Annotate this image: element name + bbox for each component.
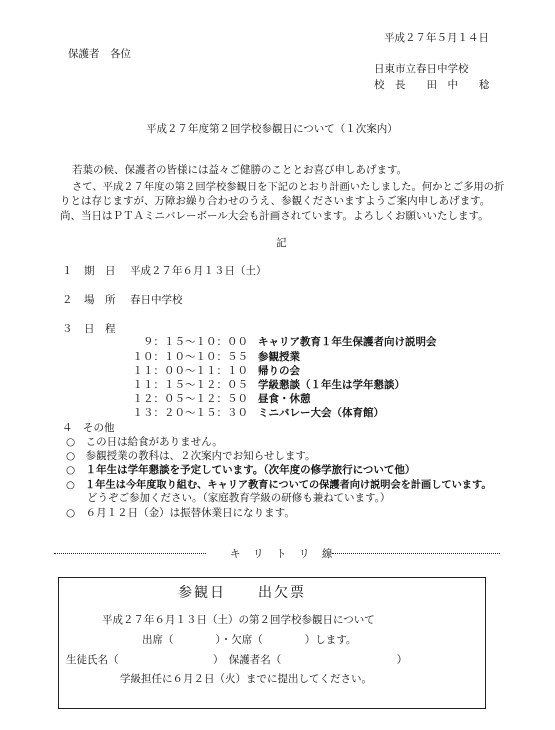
cut-line-right: [332, 553, 500, 554]
item-place-value: 春日中学校: [130, 294, 183, 306]
schedule-time: １１：００～１１：１０: [132, 365, 248, 377]
schedule-time: ９：１５～１０：００: [143, 336, 248, 348]
schedule-time: １０：１０～１０：５５: [132, 351, 248, 363]
schedule-event: 学級懇談（１年生は学年懇談）: [258, 379, 405, 391]
document-title: 平成２７年度第２回学校参観日について（１次案内）: [146, 123, 398, 135]
form-title: 参観日 出欠票: [178, 585, 306, 601]
other-bullet: ○ ６月１２日（金）は振替休業日になります。: [66, 507, 295, 519]
item-place-label: 場 所: [84, 294, 116, 306]
schedule-event: 昼食・休憩: [258, 393, 311, 405]
item-schedule-label: 日 程: [84, 323, 116, 335]
other-bullet: ○ １年生は学年懇談を予定しています。（次年度の修学旅行について他）: [66, 464, 416, 476]
other-bullet-continuation: どうぞご参加ください。（家庭教育学級の研修も兼ねています。）: [66, 492, 391, 504]
body-line-2: さて、平成２７年度の第２回学校参観日を下記のとおり計画いたしました。何かとご多用の折: [72, 181, 505, 193]
form-deadline-line: 学級担任に６月２日（火）までに提出してください。: [120, 673, 372, 685]
ki-heading: 記: [276, 237, 287, 249]
other-bullet: ○ １年生は今年度取り組む、キャリア教育についての保護者向け説明会を計画しています。: [66, 480, 492, 491]
body-line-1: 若葉の候、保護者の皆様には益々ご健勝のこととお喜び申しあげます。: [72, 164, 408, 176]
recipient: 保護者 各位: [68, 48, 131, 60]
principal-name: 校 長 田 中 稔: [374, 79, 490, 91]
other-bullet: ○ この日は給食がありません。: [66, 436, 223, 448]
item-schedule-number: ３: [62, 323, 73, 335]
schedule-event: ミニバレー大会（体育館）: [258, 407, 384, 419]
item-date-number: １: [62, 265, 73, 277]
form-line-1: 平成２７年６月１３日（土）の第２回学校参観日について: [102, 614, 375, 626]
schedule-time: １１：１５～１２：０５: [132, 379, 248, 391]
item-place-number: ２: [62, 294, 73, 306]
form-attendance-line[interactable]: 出席（ ）・欠席（ ）します。: [142, 634, 357, 646]
document-date: 平成２７年５月１４日: [384, 32, 489, 44]
item-date-value: 平成２７年６月１３日（土）: [130, 265, 267, 277]
other-heading: ４ その他: [62, 422, 115, 434]
schedule-time: １２：０５～１２：５０: [132, 393, 248, 405]
form-names-line[interactable]: 生徒氏名（ ） 保護者名（ ）: [66, 654, 408, 666]
item-date-label: 期 日: [84, 265, 116, 277]
cut-line-left: [54, 553, 206, 554]
body-line-3: りとは存じますが、万障お繰り合わせのうえ、参観くださいますようご案内申しあげます。: [60, 195, 491, 207]
schedule-event: 帰りの会: [258, 365, 300, 377]
body-line-4: 尚、当日はＰＴＡミニバレーボール大会も計画されています。よろしくお願いいたします。: [60, 210, 489, 222]
other-bullet: ○ 参観授業の教科は、２次案内でお知らせします。: [66, 450, 316, 462]
cut-line-label: キ リ ト リ 線: [230, 548, 334, 560]
schedule-event: 参観授業: [258, 351, 300, 363]
schedule-event: キャリア教育１年生保護者向け説明会: [258, 336, 437, 348]
schedule-time: １３：２０～１５：３０: [132, 407, 248, 419]
school-name: 日東市立春日中学校: [374, 63, 469, 75]
